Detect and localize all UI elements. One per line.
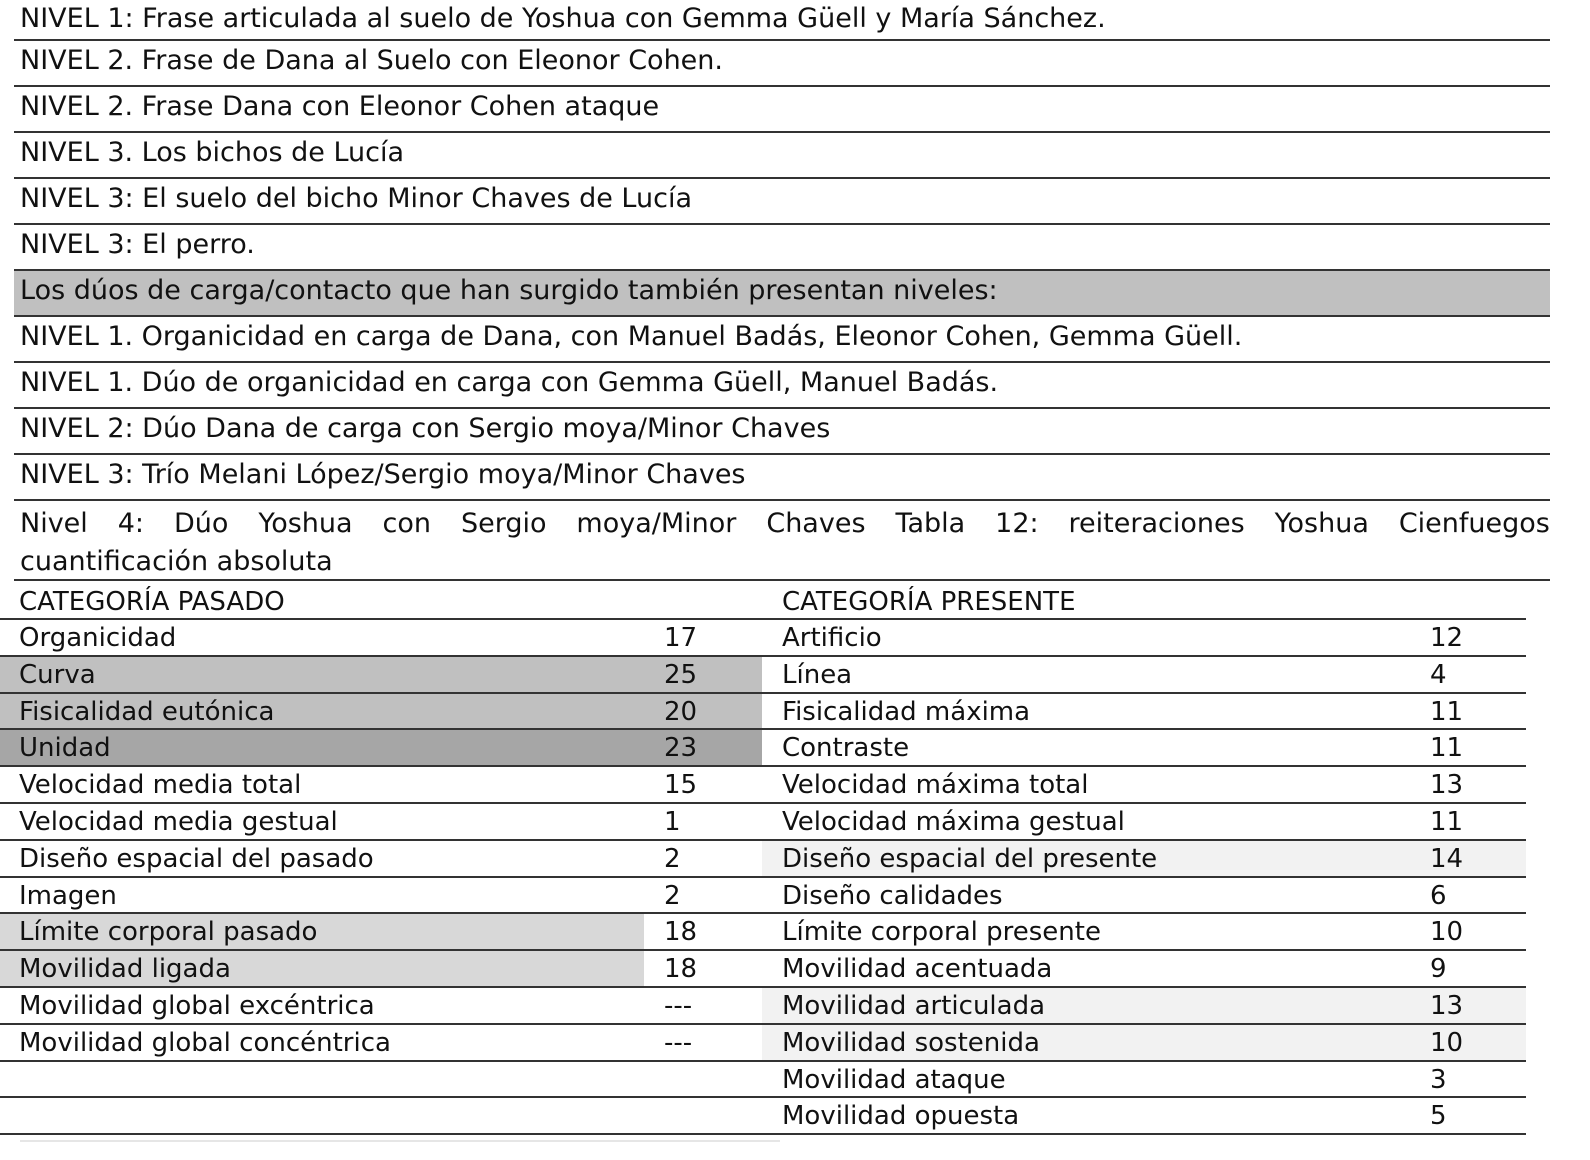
- table-header-row: [0, 584, 1526, 620]
- past-category: Unidad: [0, 730, 644, 765]
- present-count: 12: [1430, 623, 1464, 653]
- table-row: [0, 878, 1526, 915]
- caption-word: Chaves: [766, 508, 866, 539]
- present-count: 11: [1430, 733, 1464, 764]
- past-category: Fisicalidad eutónica: [0, 694, 644, 729]
- past-count: 20: [644, 694, 762, 729]
- table-row: [0, 657, 1526, 694]
- level-item: NIVEL 2. Frase Dana con Eleonor Cohen ataque: [14, 87, 1550, 133]
- present-count: 13: [1416, 988, 1526, 1023]
- header-present-value: [1416, 584, 1526, 618]
- level-item: NIVEL 3: El suelo del bicho Minor Chaves de Lucía: [14, 179, 1550, 225]
- present-count: 5: [1430, 1101, 1447, 1132]
- past-category: Velocidad media total: [19, 770, 302, 801]
- table-row: [0, 767, 1526, 804]
- present-category: Movilidad articulada: [762, 988, 1416, 1023]
- past-category: [0, 1098, 644, 1133]
- past-count: 17: [664, 623, 698, 653]
- level-item: NIVEL 1. Dúo de organicidad en carga con Gemma Güell, Manuel Badás.: [14, 363, 1550, 409]
- table-row: [0, 730, 1526, 767]
- header-present: CATEGORÍA PRESENTE: [782, 587, 1076, 617]
- past-count: 25: [644, 657, 762, 692]
- past-category: Límite corporal pasado: [0, 914, 644, 949]
- past-count: 18: [664, 917, 698, 948]
- present-category: Línea: [782, 659, 853, 690]
- past-category: Diseño espacial del pasado: [19, 843, 374, 874]
- past-category: Curva: [0, 657, 644, 692]
- header-past-value: [644, 584, 762, 618]
- present-category: Movilidad sostenida: [762, 1025, 1416, 1060]
- past-count: ---: [664, 1027, 693, 1058]
- level-item: NIVEL 3: El perro.: [14, 225, 1550, 271]
- caption-word: Cienfuegos: [1398, 508, 1550, 539]
- table-row: [0, 1062, 1526, 1099]
- level-item: NIVEL 3: Trío Melani López/Sergio moya/Minor Chaves: [14, 455, 1550, 501]
- level-item: NIVEL 3. Los bichos de Lucía: [14, 133, 1550, 179]
- caption-word: moya/Minor: [576, 508, 737, 539]
- past-category: [0, 1062, 644, 1097]
- table-row: [0, 1098, 1526, 1135]
- divider: [20, 1140, 780, 1142]
- caption-word: con: [382, 508, 431, 539]
- caption-line-2: cuantificación absoluta: [20, 546, 333, 577]
- past-category: Movilidad ligada: [0, 951, 644, 986]
- past-category: Imagen: [19, 880, 117, 911]
- past-category: Movilidad global concéntrica: [19, 1027, 391, 1058]
- present-count: 11: [1430, 696, 1464, 727]
- table-row: [0, 914, 1526, 951]
- present-category: Velocidad máxima gestual: [782, 806, 1125, 837]
- past-count: 2: [664, 880, 681, 911]
- table-row: [0, 804, 1526, 841]
- caption-word: 12:: [995, 508, 1039, 539]
- present-category: Velocidad máxima total: [782, 770, 1089, 801]
- level-item: NIVEL 1. Organicidad en carga de Dana, con Manuel Badás, Eleonor Cohen, Gemma Güell.: [14, 317, 1550, 363]
- present-count: 13: [1430, 770, 1464, 801]
- table-body: [0, 620, 1526, 1135]
- table-row: [0, 694, 1526, 731]
- caption-word: Sergio: [460, 508, 547, 539]
- past-count: 23: [644, 730, 762, 765]
- caption-word: Nivel: [20, 508, 88, 539]
- reiteration-table: [0, 584, 1526, 1135]
- past-category: Velocidad media gestual: [19, 806, 338, 837]
- caption-word: 4:: [117, 508, 145, 539]
- past-count: 18: [664, 954, 698, 985]
- caption-word: reiteraciones: [1068, 508, 1245, 539]
- present-category: Movilidad acentuada: [782, 954, 1053, 985]
- present-count: 4: [1430, 659, 1447, 690]
- past-count: 15: [664, 770, 698, 801]
- present-category: Fisicalidad máxima: [782, 696, 1031, 727]
- past-count: 2: [664, 843, 681, 874]
- caption-word: Dúo: [173, 508, 229, 539]
- present-count: 14: [1416, 841, 1526, 876]
- level-item: NIVEL 1: Frase articulada al suelo de Yoshua con Gemma Güell y María Sánchez.: [14, 0, 1550, 41]
- present-category: Movilidad ataque: [782, 1064, 1006, 1095]
- present-count: 3: [1430, 1064, 1447, 1095]
- header-past: CATEGORÍA PASADO: [19, 587, 285, 617]
- level-item: NIVEL 2. Frase de Dana al Suelo con Eleonor Cohen.: [14, 41, 1550, 87]
- present-category: Artificio: [782, 623, 882, 653]
- level-item: NIVEL 2: Dúo Dana de carga con Sergio moya/Minor Chaves: [14, 409, 1550, 455]
- present-category: Contraste: [782, 733, 910, 764]
- caption-word: Tabla: [895, 508, 966, 539]
- present-count: 10: [1416, 1025, 1526, 1060]
- present-category: Movilidad opuesta: [782, 1101, 1020, 1132]
- past-count: [644, 1098, 762, 1133]
- present-category: Diseño espacial del presente: [762, 841, 1416, 876]
- present-count: 9: [1430, 954, 1447, 985]
- caption-line-1: [20, 505, 1550, 543]
- present-category: Límite corporal presente: [782, 917, 1101, 948]
- present-category: Diseño calidades: [782, 880, 1003, 911]
- table-row: [0, 951, 1526, 988]
- past-category: Movilidad global excéntrica: [19, 990, 375, 1021]
- past-count: 1: [664, 806, 681, 837]
- levels-list: [14, 0, 1550, 581]
- table-row: [0, 620, 1526, 657]
- duos-section-heading: Los dúos de carga/contacto que han surgido también presentan niveles:: [14, 271, 1550, 317]
- table-row: [0, 841, 1526, 878]
- table-caption-paragraph: [14, 501, 1550, 581]
- past-count: [644, 1062, 762, 1097]
- present-count: 10: [1430, 917, 1464, 948]
- present-count: 11: [1430, 806, 1464, 837]
- present-count: 6: [1430, 880, 1447, 911]
- table-row: [0, 988, 1526, 1025]
- caption-word: Yoshua: [1274, 508, 1369, 539]
- table-row: [0, 1025, 1526, 1062]
- past-count: ---: [664, 990, 693, 1021]
- past-category: Organicidad: [19, 623, 177, 653]
- caption-word: Yoshua: [258, 508, 353, 539]
